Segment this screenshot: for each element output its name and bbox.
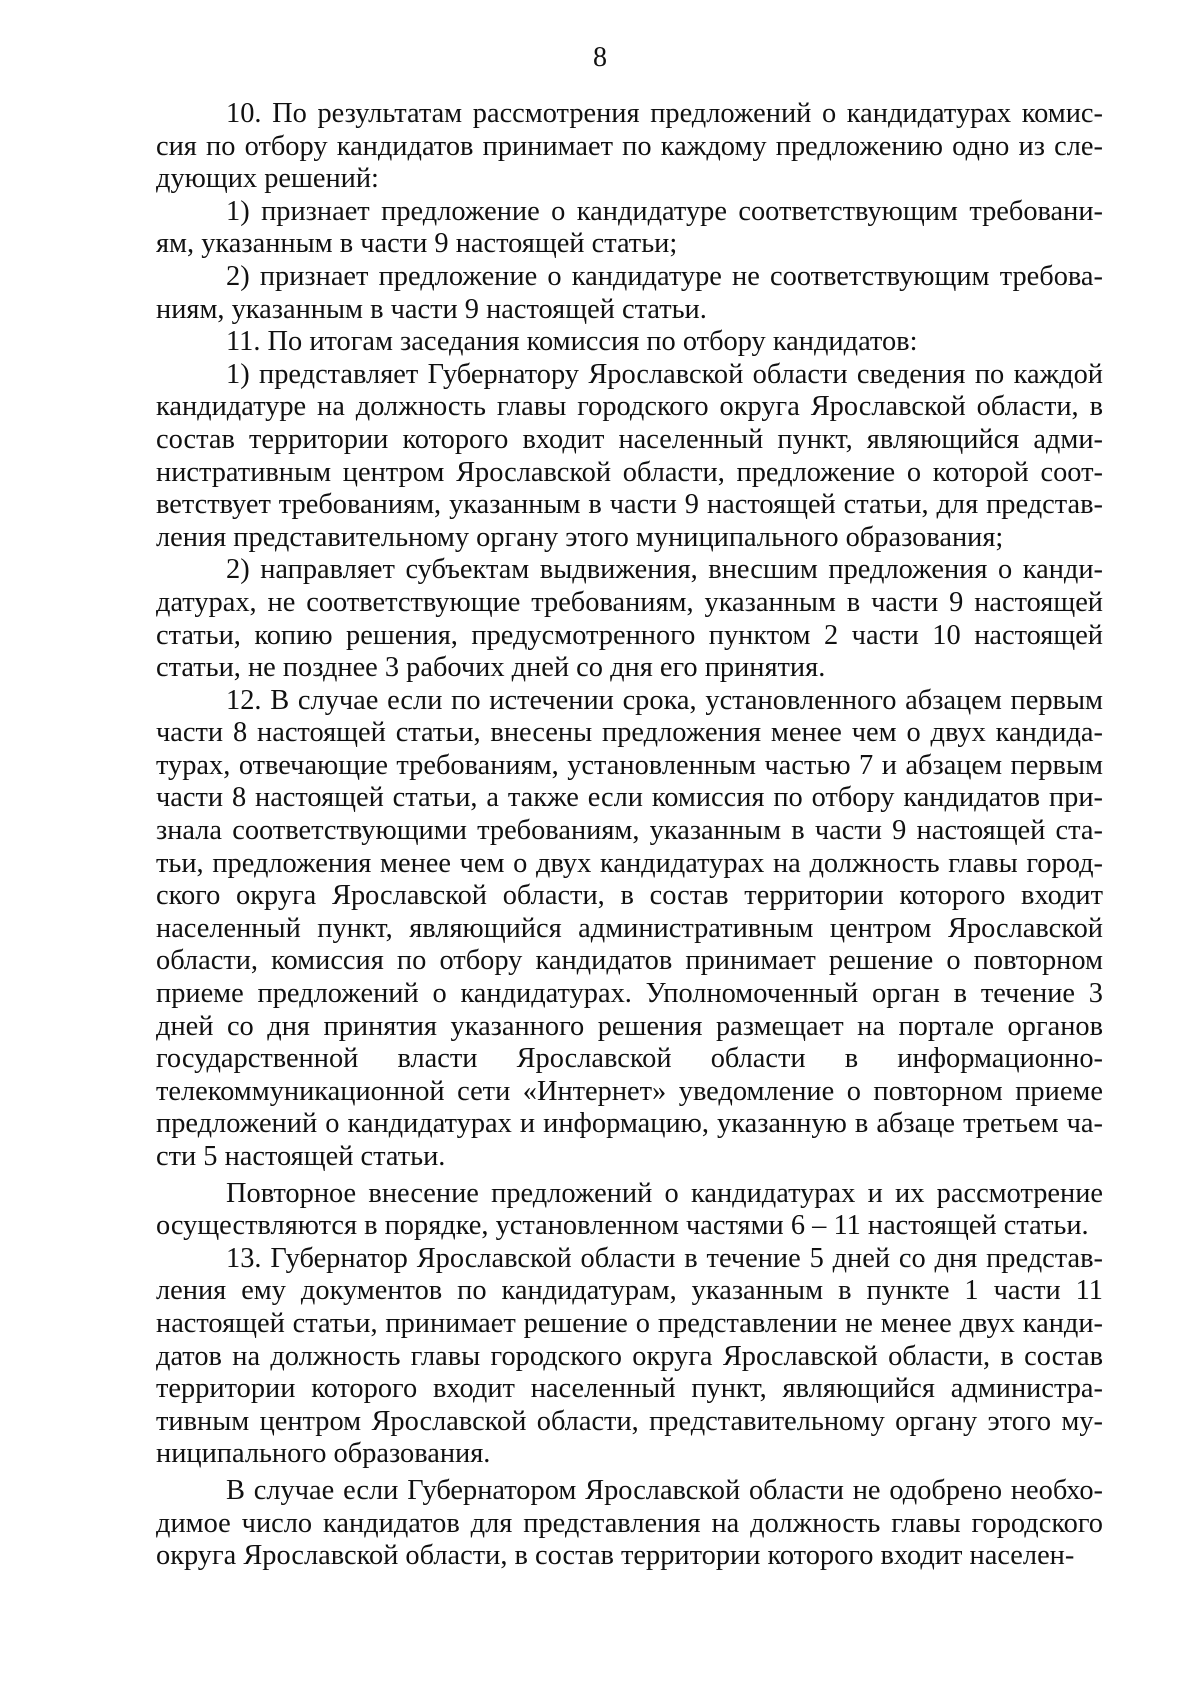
paragraph-part-11-item-2: 2) направляет субъектам выдвижения, внесшим предложения о кандидатурах, не соответствующие требованиям, указанным в части 9 настоящей статьи, копию решения, предусмотренного пунктом 2 части 10 настоящей статьи, не позднее 3 рабочих дней со дня его принятия. — [156, 554, 1103, 684]
paragraph-part-12-repeat: Повторное внесение предложений о кандидатурах и их рассмотрение осуществляются в порядке, установленном частями 6 – 11 настоящей статьи. — [156, 1177, 1103, 1242]
page-number: 8 — [593, 42, 607, 73]
document-body — [156, 98, 1103, 1573]
paragraph-part-13: 13. Губернатор Ярославской области в течение 5 дней со дня представления ему документов по кандидатурам, указанным в пункте 1 части 11 настоящей статьи, принимает решение о представлении не менее двух кандидатов на должность главы городского округа Ярославской области, в состав территории которого входит населенный пункт, являющийся административным центром Ярославской области, представительному органу этого муниципального образования. — [156, 1242, 1103, 1470]
paragraph-part-10: 10. По результатам рассмотрения предложений о кандидатурах комиссия по отбору кандидатов принимает по каждому предложению одно из следующих решений: — [156, 98, 1103, 195]
paragraph-part-11-item-1: 1) представляет Губернатору Ярославской области сведения по каждой кандидатуре на должность главы городского округа Ярославской области, в состав территории которого входит населенный пункт, являющийся административным центром Ярославской области, предложение о которой соответствует требованиям, указанным в части 9 настоящей статьи, для представления представительному органу этого муниципального образования; — [156, 358, 1103, 553]
paragraph-part-10-item-2: 2) признает предложение о кандидатуре не соответствующим требованиям, указанным в части 9 настоящей статьи. — [156, 260, 1103, 325]
paragraph-part-10-item-1: 1) признает предложение о кандидатуре соответствующим требованиям, указанным в части 9 настоящей статьи; — [156, 195, 1103, 260]
paragraph-part-11: 11. По итогам заседания комиссия по отбору кандидатов: — [226, 326, 918, 358]
paragraph-part-13-continuation: В случае если Губернатором Ярославской области не одобрено необходимое число кандидатов для представления на должность главы городского округа Ярославской области, в состав территории которого входит населен- — [156, 1474, 1103, 1572]
paragraph-part-12: 12. В случае если по истечении срока, установленного абзацем первым части 8 настоящей статьи, внесены предложения менее чем о двух кандидатурах, отвечающие требованиям, установленным частью 7 и абзацем первым части 8 настоящей статьи, а также если комиссия по отбору кандидатов признала соответствующими требованиям, указанным в части 9 настоящей статьи, предложения менее чем о двух кандидатурах на должность главы городского округа Ярославской области, в состав территории которого входит населенный пункт, являющийся административным центром Ярославской области, комиссия по отбору кандидатов принимает решение о повторном приеме предложений о кандидатурах. Уполномоченный орган в течение 3 дней со дня принятия указанного решения размещает на портале органов государственной власти Ярославской области в информационно-телекоммуникационной сети «Интернет» уведомление о повторном приеме предложений о кандидатурах и информацию, указанную в абзаце третьем части 5 настоящей статьи. — [156, 684, 1103, 1172]
